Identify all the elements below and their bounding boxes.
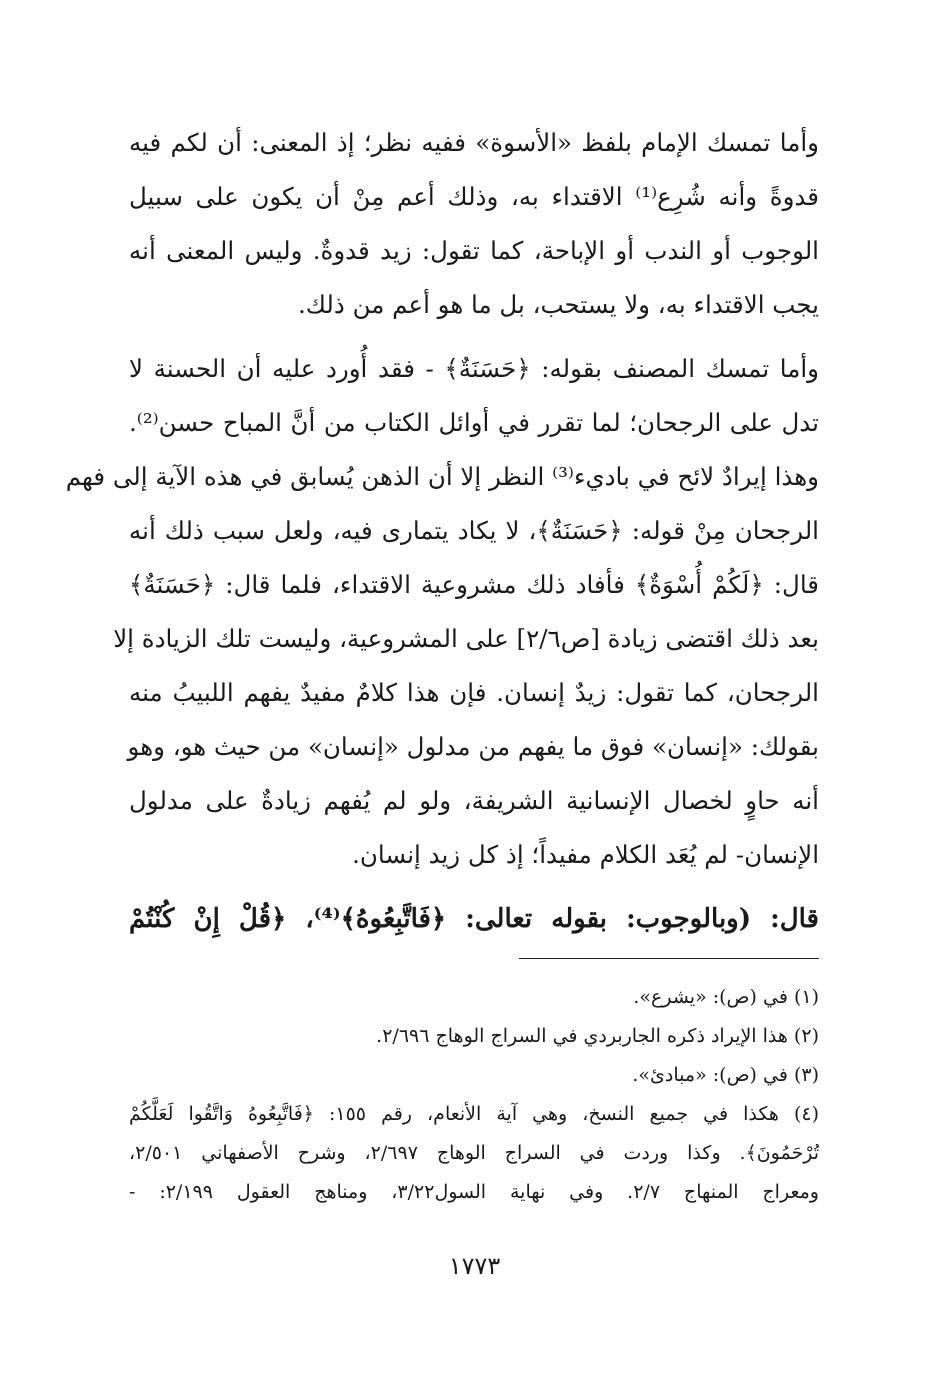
text-line: الرجحان مِنْ قوله: ﴿حَسَنَةٌ﴾، لا يكاد يتمارى فيه، ولعل سبب ذلك أنه [129,516,819,545]
quote-line: قال: (وبالوجوب: بقوله تعالى: ﴿فَاتَّبِعُوهُ﴾⁽⁴⁾، ﴿قُلْ إِنْ كُنْتُمْ [129,904,819,934]
footnote-line: (٤) هكذا في جميع النسخ، وهي آية الأنعام، رقم ١٥٥: ﴿فَاتَّبِعُوهُ وَاتَّقُوا لَعَلَّكُمْ [129,1103,819,1125]
text-line: قدوةً وأنه شُرِع⁽¹⁾ الاقتداء به، وذلك أعم مِنْ أن يكون على سبيل [129,182,820,211]
page-number: ١٧٧٣ [448,1252,501,1280]
text-line: قال: ﴿لَكُمْ أُسْوَةٌ﴾ فأفاد ذلك مشروعية الاقتداء، فلما قال: ﴿حَسَنَةٌ﴾ [129,570,819,599]
text-line: الوجوب أو الندب أو الإباحة، كما تقول: زيد قدوةٌ. وليس المعنى أنه [129,236,819,265]
paragraph-gap [129,882,819,892]
text-line: يجب الاقتداء به، ولا يستحب، بل ما هو أعم من ذلك. [297,290,819,319]
footnote-line: تُرْحَمُونَ﴾. وكذا وردت في السراج الوهاج ٢/٦٩٧، وشرح الأصفهاني ٢/٥٠١، [129,1142,819,1164]
paragraph-gap [129,332,819,342]
footnote-line: (١) في (ص): «يشرع». [633,986,819,1008]
text-line: تدل على الرجحان؛ لما تقرر في أوائل الكتاب من أنَّ المباح حسن⁽²⁾. [129,408,819,437]
text-line: الرجحان، كما تقول: زيدٌ إنسان. فإن هذا كلامٌ مفيدٌ يفهم اللبيبُ منه [129,678,819,707]
text-line: أنه حاوٍ لخصال الإنسانية الشريفة، ولو لم يُفهم زيادةٌ على مدلول [129,786,819,815]
paragraph-2 [65,342,819,882]
footnotes [129,978,819,1212]
text-line: بعد ذلك اقتضى زيادة [ص٢/٦] على المشروعية، وليست تلك الزيادة إلا [113,624,819,653]
footnote-line: (٣) في (ص): «مبادئ». [632,1064,819,1086]
main-text [65,116,820,946]
footnote-separator [519,958,819,959]
footnote-line: (٢) هذا الإيراد ذكره الجاربردي في السراج الوهاج ٢/٦٩٦. [376,1025,819,1047]
footnote-line: ومعراج المنهاج ٢/٧. وفي نهاية السول٣/٢٢، ومناهج العقول ٢/١٩٩: - [129,1181,819,1203]
text-line: وهذا إيرادٌ لائح في باديء⁽³⁾ النظر إلا أن الذهن يُسابق في هذه الآية إلى فهم [65,462,819,491]
text-line: بقولك: «إنسان» فوق ما يفهم من مدلول «إنسان» من حيث هو، وهو [127,732,819,761]
text-line: الإنسان- لم يُعَد الكلام مفيداً؛ إذ كل زيد إنسان. [352,840,819,869]
text-line: وأما تمسك الإمام بلفظ «الأسوة» ففيه نظر؛ إذ المعنى: أن لكم فيه [129,128,819,157]
text-line: وأما تمسك المصنف بقوله: ﴿حَسَنَةٌ﴾ - فقد أُورد عليه أن الحسنة لا [129,354,819,383]
paragraph-1 [129,116,819,332]
